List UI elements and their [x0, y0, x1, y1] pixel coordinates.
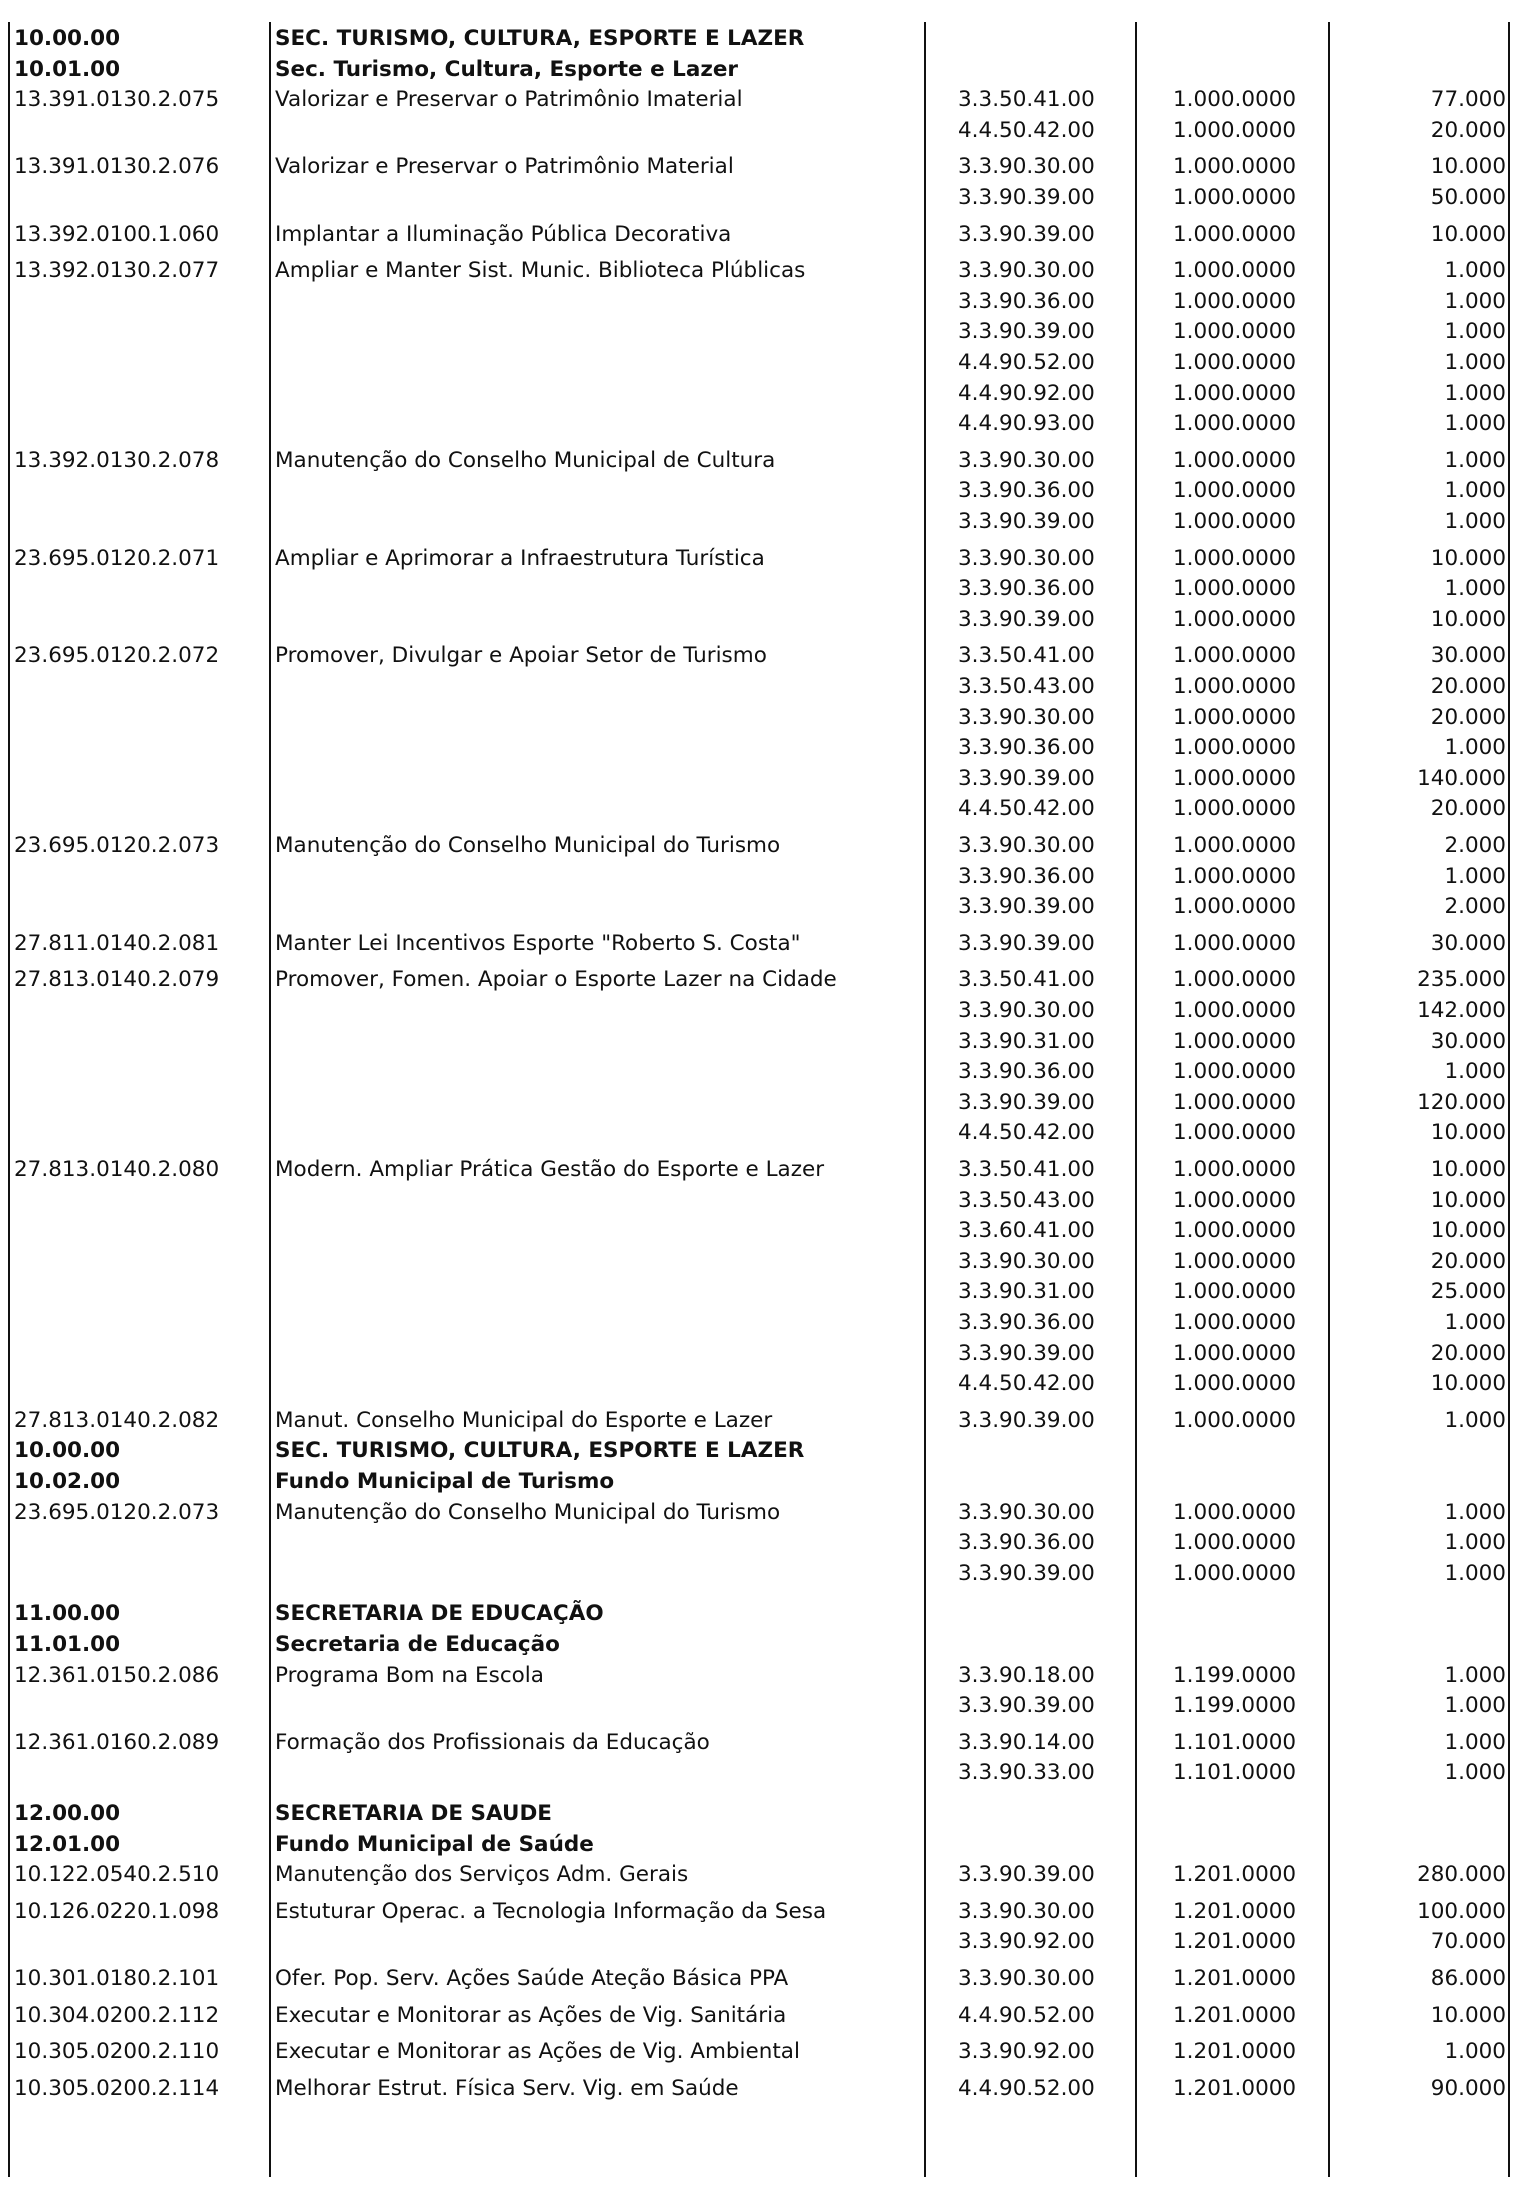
- cell-fonte: 1.000.0000: [1173, 674, 1297, 699]
- cell-fonte: 1.199.0000: [1173, 1693, 1297, 1719]
- cell-fonte: 1.000.0000: [1173, 1530, 1297, 1556]
- cell-valor: 10.000: [1430, 1218, 1506, 1244]
- cell-fonte: 1.000.0000: [1173, 350, 1297, 375]
- cell-natureza: 3.3.90.30.00: [958, 545, 1095, 571]
- cell-valor: 1.000: [1444, 1693, 1506, 1719]
- cell-valor: 1.000: [1444, 319, 1506, 345]
- cell-fonte: 1.000.0000: [1173, 447, 1297, 473]
- cell-natureza: 3.3.90.39.00: [958, 319, 1095, 345]
- cell-fonte: 1.000.0000: [1173, 380, 1297, 406]
- cell-valor: 2.000: [1444, 894, 1506, 920]
- cell-valor: 1.000: [1444, 1560, 1506, 1586]
- cell-code: 10.122.0540.2.510: [14, 1862, 220, 1888]
- cell-valor: 1.000: [1444, 735, 1506, 761]
- table-row: [0, 348, 1526, 378]
- cell-description: Manutenção do Conselho Municipal do Turismo: [275, 833, 781, 858]
- cell-code: 13.392.0100.1.060: [14, 221, 220, 247]
- cell-natureza: 3.3.90.36.00: [958, 735, 1095, 761]
- table-row: [0, 379, 1526, 409]
- cell-fonte: 1.000.0000: [1173, 1560, 1297, 1586]
- cell-code: 27.811.0140.2.081: [14, 930, 220, 956]
- cell-fonte: 1.101.0000: [1173, 1729, 1297, 1755]
- cell-code: 27.813.0140.2.079: [14, 967, 220, 993]
- cell-natureza: 3.3.50.41.00: [958, 87, 1095, 113]
- cell-code: 10.02.00: [14, 1469, 121, 1494]
- section-header-row: [0, 1436, 1526, 1466]
- cell-valor: 10.000: [1430, 1120, 1506, 1146]
- cell-code: 11.00.00: [14, 1601, 121, 1627]
- cell-natureza: 3.3.90.39.00: [958, 509, 1095, 534]
- table-row: [0, 764, 1526, 794]
- table-row: [0, 85, 1526, 115]
- cell-valor: 120.000: [1417, 1089, 1506, 1115]
- cell-valor: 1.000: [1444, 447, 1506, 473]
- cell-fonte: 1.000.0000: [1173, 319, 1297, 345]
- cell-code: 11.01.00: [14, 1632, 121, 1657]
- cell-fonte: 1.000.0000: [1173, 1059, 1297, 1085]
- cell-valor: 1.000: [1444, 288, 1506, 314]
- cell-code: 12.361.0150.2.086: [14, 1662, 220, 1688]
- cell-description: Ampliar e Aprimorar a Infraestrutura Turística: [275, 545, 765, 571]
- cell-code: 10.126.0220.1.098: [14, 1898, 220, 1924]
- cell-natureza: 3.3.90.18.00: [958, 1662, 1095, 1688]
- table-row: [0, 929, 1526, 959]
- cell-fonte: 1.201.0000: [1173, 2075, 1297, 2101]
- cell-valor: 1.000: [1444, 1059, 1506, 1085]
- cell-valor: 1.000: [1444, 1760, 1506, 1786]
- section-header-row: [0, 1467, 1526, 1497]
- cell-code: 13.392.0130.2.078: [14, 447, 220, 473]
- cell-fonte: 1.000.0000: [1173, 735, 1297, 761]
- cell-valor: 2.000: [1444, 833, 1506, 858]
- cell-natureza: 3.3.90.92.00: [958, 2039, 1095, 2065]
- cell-natureza: 4.4.90.52.00: [958, 350, 1095, 375]
- cell-valor: 1.000: [1444, 478, 1506, 504]
- cell-valor: 10.000: [1430, 221, 1506, 247]
- cell-fonte: 1.201.0000: [1173, 1929, 1297, 1955]
- cell-fonte: 1.000.0000: [1173, 1089, 1297, 1115]
- cell-valor: 20.000: [1430, 1248, 1506, 1274]
- cell-code: 23.695.0120.2.073: [14, 1499, 220, 1525]
- cell-description: Manutenção dos Serviços Adm. Gerais: [275, 1862, 689, 1888]
- table-row: [0, 892, 1526, 922]
- cell-valor: 1.000: [1444, 509, 1506, 534]
- cell-natureza: 4.4.90.52.00: [958, 2075, 1095, 2101]
- cell-valor: 20.000: [1430, 117, 1506, 143]
- cell-fonte: 1.201.0000: [1173, 2002, 1297, 2028]
- cell-natureza: 3.3.50.43.00: [958, 1187, 1095, 1213]
- table-row: [0, 733, 1526, 763]
- cell-description: Manter Lei Incentivos Esporte "Roberto S. Costa": [275, 930, 801, 956]
- cell-description: Ampliar e Manter Sist. Munic. Biblioteca Plúblicas: [275, 258, 806, 284]
- cell-fonte: 1.000.0000: [1173, 704, 1297, 730]
- table-row: [0, 1691, 1526, 1721]
- table-row: [0, 1728, 1526, 1758]
- cell-description: Implantar a Iluminação Pública Decorativa: [275, 221, 732, 247]
- cell-fonte: 1.000.0000: [1173, 411, 1297, 437]
- cell-natureza: 3.3.90.39.00: [958, 1862, 1095, 1888]
- cell-fonte: 1.000.0000: [1173, 1157, 1297, 1182]
- cell-natureza: 4.4.50.42.00: [958, 796, 1095, 822]
- table-row: [0, 703, 1526, 733]
- cell-description: Manutenção do Conselho Municipal de Cultura: [275, 447, 776, 473]
- cell-valor: 30.000: [1430, 930, 1506, 956]
- cell-code: 12.00.00: [14, 1801, 121, 1826]
- cell-natureza: 3.3.90.30.00: [958, 1248, 1095, 1274]
- table-row: [0, 1216, 1526, 1246]
- cell-natureza: 3.3.90.31.00: [958, 1028, 1095, 1054]
- cell-natureza: 3.3.90.39.00: [958, 1407, 1095, 1433]
- cell-natureza: 4.4.50.42.00: [958, 1120, 1095, 1146]
- cell-fonte: 1.000.0000: [1173, 1248, 1297, 1274]
- cell-fonte: 1.000.0000: [1173, 833, 1297, 858]
- cell-valor: 30.000: [1430, 643, 1506, 669]
- cell-valor: 140.000: [1417, 765, 1506, 791]
- cell-natureza: 3.3.90.36.00: [958, 1310, 1095, 1335]
- cell-natureza: 3.3.90.39.00: [958, 1560, 1095, 1586]
- cell-fonte: 1.000.0000: [1173, 576, 1297, 602]
- section-header-row: [0, 1599, 1526, 1629]
- cell-natureza: 3.3.90.36.00: [958, 478, 1095, 504]
- table-row: [0, 672, 1526, 702]
- cell-valor: 1.000: [1444, 258, 1506, 284]
- cell-fonte: 1.000.0000: [1173, 154, 1297, 180]
- cell-valor: 1.000: [1444, 576, 1506, 602]
- cell-description: SECRETARIA DE EDUCAÇÃO: [275, 1601, 604, 1627]
- table-row: [0, 1186, 1526, 1216]
- cell-valor: 10.000: [1430, 154, 1506, 180]
- table-row: [0, 476, 1526, 506]
- cell-valor: 10.000: [1430, 606, 1506, 632]
- table-row: [0, 574, 1526, 604]
- table-row: [0, 794, 1526, 824]
- cell-natureza: 4.4.90.52.00: [958, 2002, 1095, 2028]
- cell-fonte: 1.000.0000: [1173, 998, 1297, 1023]
- cell-natureza: 3.3.90.30.00: [958, 833, 1095, 858]
- cell-fonte: 1.000.0000: [1173, 765, 1297, 791]
- cell-natureza: 4.4.90.92.00: [958, 380, 1095, 406]
- cell-valor: 20.000: [1430, 704, 1506, 730]
- table-row: [0, 1118, 1526, 1148]
- cell-natureza: 3.3.90.39.00: [958, 1340, 1095, 1366]
- cell-description: Sec. Turismo, Cultura, Esporte e Lazer: [275, 56, 739, 82]
- cell-natureza: 4.4.90.93.00: [958, 411, 1095, 437]
- cell-natureza: 4.4.50.42.00: [958, 117, 1095, 143]
- cell-fonte: 1.201.0000: [1173, 1966, 1297, 1991]
- section-header-row: [0, 55, 1526, 85]
- cell-description: Fundo Municipal de Turismo: [275, 1469, 615, 1494]
- table-row: [0, 1308, 1526, 1338]
- cell-description: Secretaria de Educação: [275, 1632, 560, 1657]
- cell-fonte: 1.000.0000: [1173, 796, 1297, 822]
- table-row: [0, 409, 1526, 439]
- table-row: [0, 1339, 1526, 1369]
- cell-fonte: 1.000.0000: [1173, 288, 1297, 314]
- cell-valor: 70.000: [1430, 1929, 1506, 1955]
- cell-valor: 86.000: [1430, 1966, 1506, 1991]
- cell-valor: 10.000: [1430, 1187, 1506, 1213]
- cell-description: Melhorar Estrut. Física Serv. Vig. em Saúde: [275, 2075, 739, 2101]
- cell-fonte: 1.000.0000: [1173, 258, 1297, 284]
- table-row: [0, 116, 1526, 146]
- cell-natureza: 3.3.90.39.00: [958, 606, 1095, 632]
- table-row: [0, 1027, 1526, 1057]
- cell-code: 23.695.0120.2.071: [14, 545, 220, 571]
- cell-valor: 1.000: [1444, 863, 1506, 889]
- cell-valor: 77.000: [1430, 87, 1506, 113]
- cell-fonte: 1.201.0000: [1173, 1898, 1297, 1924]
- cell-natureza: 3.3.50.41.00: [958, 967, 1095, 993]
- table-row: [0, 1528, 1526, 1558]
- cell-valor: 1.000: [1444, 1499, 1506, 1525]
- section-header-row: [0, 1830, 1526, 1860]
- cell-valor: 20.000: [1430, 1340, 1506, 1366]
- cell-code: 23.695.0120.2.072: [14, 643, 220, 669]
- cell-natureza: 3.3.90.36.00: [958, 1059, 1095, 1085]
- cell-natureza: 3.3.50.43.00: [958, 674, 1095, 699]
- table-row: [0, 2037, 1526, 2067]
- cell-natureza: 3.3.90.39.00: [958, 185, 1095, 210]
- cell-valor: 1.000: [1444, 1407, 1506, 1433]
- cell-natureza: 3.3.90.30.00: [958, 1898, 1095, 1924]
- table-row: [0, 544, 1526, 574]
- table-row: [0, 1927, 1526, 1957]
- table-row: [0, 1897, 1526, 1927]
- table-row: [0, 152, 1526, 182]
- cell-description: Manut. Conselho Municipal do Esporte e Lazer: [275, 1407, 773, 1433]
- cell-description: Modern. Ampliar Prática Gestão do Esporte e Lazer: [275, 1157, 825, 1182]
- cell-fonte: 1.000.0000: [1173, 863, 1297, 889]
- table-row: [0, 220, 1526, 250]
- cell-natureza: 3.3.90.36.00: [958, 1530, 1095, 1556]
- table-row: [0, 1247, 1526, 1277]
- table-row: [0, 862, 1526, 892]
- cell-natureza: 3.3.90.36.00: [958, 288, 1095, 314]
- cell-fonte: 1.000.0000: [1173, 1371, 1297, 1397]
- cell-natureza: 3.3.90.39.00: [958, 221, 1095, 247]
- cell-fonte: 1.000.0000: [1173, 1028, 1297, 1054]
- cell-natureza: 3.3.90.39.00: [958, 765, 1095, 791]
- cell-valor: 20.000: [1430, 674, 1506, 699]
- cell-natureza: 3.3.90.33.00: [958, 1760, 1095, 1786]
- cell-natureza: 3.3.90.30.00: [958, 998, 1095, 1023]
- table-row: [0, 996, 1526, 1026]
- cell-description: Ofer. Pop. Serv. Ações Saúde Ateção Básica PPA: [275, 1966, 789, 1991]
- cell-code: 10.304.0200.2.112: [14, 2002, 220, 2028]
- table-row: [0, 507, 1526, 537]
- cell-description: SEC. TURISMO, CULTURA, ESPORTE E LAZER: [275, 1438, 805, 1464]
- cell-description: Estuturar Operac. a Tecnologia Informação da Sesa: [275, 1898, 827, 1924]
- cell-valor: 10.000: [1430, 2002, 1506, 2028]
- cell-description: Manutenção do Conselho Municipal do Turismo: [275, 1499, 781, 1525]
- cell-fonte: 1.000.0000: [1173, 1310, 1297, 1335]
- cell-valor: 1.000: [1444, 1530, 1506, 1556]
- table-row: [0, 605, 1526, 635]
- cell-fonte: 1.000.0000: [1173, 894, 1297, 920]
- cell-natureza: 3.3.50.41.00: [958, 643, 1095, 669]
- table-row: [0, 1964, 1526, 1994]
- table-row: [0, 1559, 1526, 1589]
- table-row: [0, 1860, 1526, 1890]
- cell-code: 13.392.0130.2.077: [14, 258, 220, 284]
- cell-code: 10.301.0180.2.101: [14, 1966, 220, 1991]
- cell-natureza: 3.3.90.30.00: [958, 1499, 1095, 1525]
- table-row: [0, 2001, 1526, 2031]
- cell-code: 10.305.0200.2.114: [14, 2075, 220, 2101]
- table-row: [0, 1406, 1526, 1436]
- cell-description: Valorizar e Preservar o Patrimônio Imaterial: [275, 87, 743, 113]
- cell-natureza: 3.3.50.41.00: [958, 1157, 1095, 1182]
- table-row: [0, 1155, 1526, 1185]
- cell-fonte: 1.101.0000: [1173, 1760, 1297, 1786]
- table-row: [0, 831, 1526, 861]
- cell-description: SEC. TURISMO, CULTURA, ESPORTE E LAZER: [275, 26, 805, 51]
- cell-fonte: 1.000.0000: [1173, 509, 1297, 534]
- cell-description: Promover, Divulgar e Apoiar Setor de Turismo: [275, 643, 767, 669]
- cell-valor: 1.000: [1444, 350, 1506, 375]
- cell-description: Promover, Fomen. Apoiar o Esporte Lazer na Cidade: [275, 967, 837, 993]
- cell-valor: 280.000: [1417, 1862, 1506, 1888]
- cell-code: 27.813.0140.2.082: [14, 1407, 220, 1433]
- cell-description: SECRETARIA DE SAUDE: [275, 1801, 552, 1826]
- cell-valor: 10.000: [1430, 1157, 1506, 1182]
- cell-natureza: 3.3.90.30.00: [958, 258, 1095, 284]
- cell-valor: 30.000: [1430, 1028, 1506, 1054]
- cell-natureza: 3.3.90.36.00: [958, 576, 1095, 602]
- cell-valor: 25.000: [1430, 1279, 1506, 1305]
- cell-valor: 10.000: [1430, 545, 1506, 571]
- table-row: [0, 256, 1526, 286]
- cell-natureza: 3.3.90.30.00: [958, 1966, 1095, 1991]
- cell-fonte: 1.201.0000: [1173, 2039, 1297, 2065]
- cell-valor: 1.000: [1444, 380, 1506, 406]
- cell-valor: 10.000: [1430, 1371, 1506, 1397]
- cell-fonte: 1.000.0000: [1173, 1407, 1297, 1433]
- cell-fonte: 1.199.0000: [1173, 1662, 1297, 1688]
- table-row: [0, 1369, 1526, 1399]
- table-row: [0, 183, 1526, 213]
- cell-valor: 1.000: [1444, 1310, 1506, 1335]
- table-row: [0, 1088, 1526, 1118]
- table-row: [0, 965, 1526, 995]
- cell-valor: 1.000: [1444, 2039, 1506, 2065]
- cell-natureza: 3.3.90.30.00: [958, 704, 1095, 730]
- cell-fonte: 1.000.0000: [1173, 1120, 1297, 1146]
- section-header-row: [0, 1799, 1526, 1829]
- cell-natureza: 3.3.90.39.00: [958, 1693, 1095, 1719]
- cell-natureza: 3.3.90.30.00: [958, 154, 1095, 180]
- cell-fonte: 1.000.0000: [1173, 1499, 1297, 1525]
- cell-natureza: 3.3.60.41.00: [958, 1218, 1095, 1244]
- cell-description: Valorizar e Preservar o Patrimônio Material: [275, 154, 734, 180]
- cell-natureza: 3.3.90.39.00: [958, 1089, 1095, 1115]
- cell-fonte: 1.000.0000: [1173, 1218, 1297, 1244]
- cell-valor: 50.000: [1430, 185, 1506, 210]
- cell-fonte: 1.000.0000: [1173, 545, 1297, 571]
- cell-natureza: 4.4.50.42.00: [958, 1371, 1095, 1397]
- cell-natureza: 3.3.90.30.00: [958, 447, 1095, 473]
- table-row: [0, 446, 1526, 476]
- cell-code: 13.391.0130.2.076: [14, 154, 220, 180]
- cell-fonte: 1.000.0000: [1173, 967, 1297, 993]
- cell-code: 10.01.00: [14, 56, 121, 82]
- table-row: [0, 641, 1526, 671]
- cell-natureza: 3.3.90.92.00: [958, 1929, 1095, 1955]
- cell-fonte: 1.000.0000: [1173, 643, 1297, 669]
- cell-fonte: 1.000.0000: [1173, 1187, 1297, 1213]
- cell-fonte: 1.000.0000: [1173, 1279, 1297, 1305]
- cell-valor: 235.000: [1417, 967, 1506, 993]
- cell-fonte: 1.000.0000: [1173, 478, 1297, 504]
- cell-code: 27.813.0140.2.080: [14, 1157, 220, 1182]
- cell-valor: 1.000: [1444, 411, 1506, 437]
- cell-fonte: 1.000.0000: [1173, 185, 1297, 210]
- section-header-row: [0, 1630, 1526, 1660]
- cell-code: 12.01.00: [14, 1831, 121, 1857]
- cell-fonte: 1.000.0000: [1173, 221, 1297, 247]
- cell-valor: 1.000: [1444, 1729, 1506, 1755]
- cell-natureza: 3.3.90.39.00: [958, 930, 1095, 956]
- table-row: [0, 2074, 1526, 2104]
- cell-natureza: 3.3.90.39.00: [958, 894, 1095, 920]
- table-row: [0, 317, 1526, 347]
- table-row: [0, 1661, 1526, 1691]
- cell-code: 13.391.0130.2.075: [14, 87, 220, 113]
- cell-description: Executar e Monitorar as Ações de Vig. Sanitária: [275, 2002, 787, 2028]
- cell-fonte: 1.000.0000: [1173, 87, 1297, 113]
- cell-code: 23.695.0120.2.073: [14, 833, 220, 858]
- cell-valor: 142.000: [1417, 998, 1506, 1023]
- section-header-row: [0, 24, 1526, 54]
- cell-natureza: 3.3.90.31.00: [958, 1279, 1095, 1305]
- table-row: [0, 287, 1526, 317]
- cell-code: 10.00.00: [14, 26, 121, 51]
- cell-description: Fundo Municipal de Saúde: [275, 1831, 594, 1857]
- cell-valor: 100.000: [1417, 1898, 1506, 1924]
- table-row: [0, 1057, 1526, 1087]
- cell-description: Executar e Monitorar as Ações de Vig. Ambiental: [275, 2039, 800, 2065]
- cell-fonte: 1.000.0000: [1173, 117, 1297, 143]
- table-row: [0, 1758, 1526, 1788]
- table-row: [0, 1498, 1526, 1528]
- cell-fonte: 1.000.0000: [1173, 930, 1297, 956]
- cell-code: 12.361.0160.2.089: [14, 1729, 220, 1755]
- cell-code: 10.305.0200.2.110: [14, 2039, 220, 2065]
- cell-valor: 20.000: [1430, 796, 1506, 822]
- table-row: [0, 1277, 1526, 1307]
- cell-fonte: 1.000.0000: [1173, 606, 1297, 632]
- cell-fonte: 1.201.0000: [1173, 1862, 1297, 1888]
- cell-valor: 90.000: [1430, 2075, 1506, 2101]
- cell-valor: 1.000: [1444, 1662, 1506, 1688]
- cell-natureza: 3.3.90.14.00: [958, 1729, 1095, 1755]
- cell-natureza: 3.3.90.36.00: [958, 863, 1095, 889]
- cell-fonte: 1.000.0000: [1173, 1340, 1297, 1366]
- cell-code: 10.00.00: [14, 1438, 121, 1464]
- cell-description: Programa Bom na Escola: [275, 1662, 544, 1688]
- cell-description: Formação dos Profissionais da Educação: [275, 1729, 710, 1755]
